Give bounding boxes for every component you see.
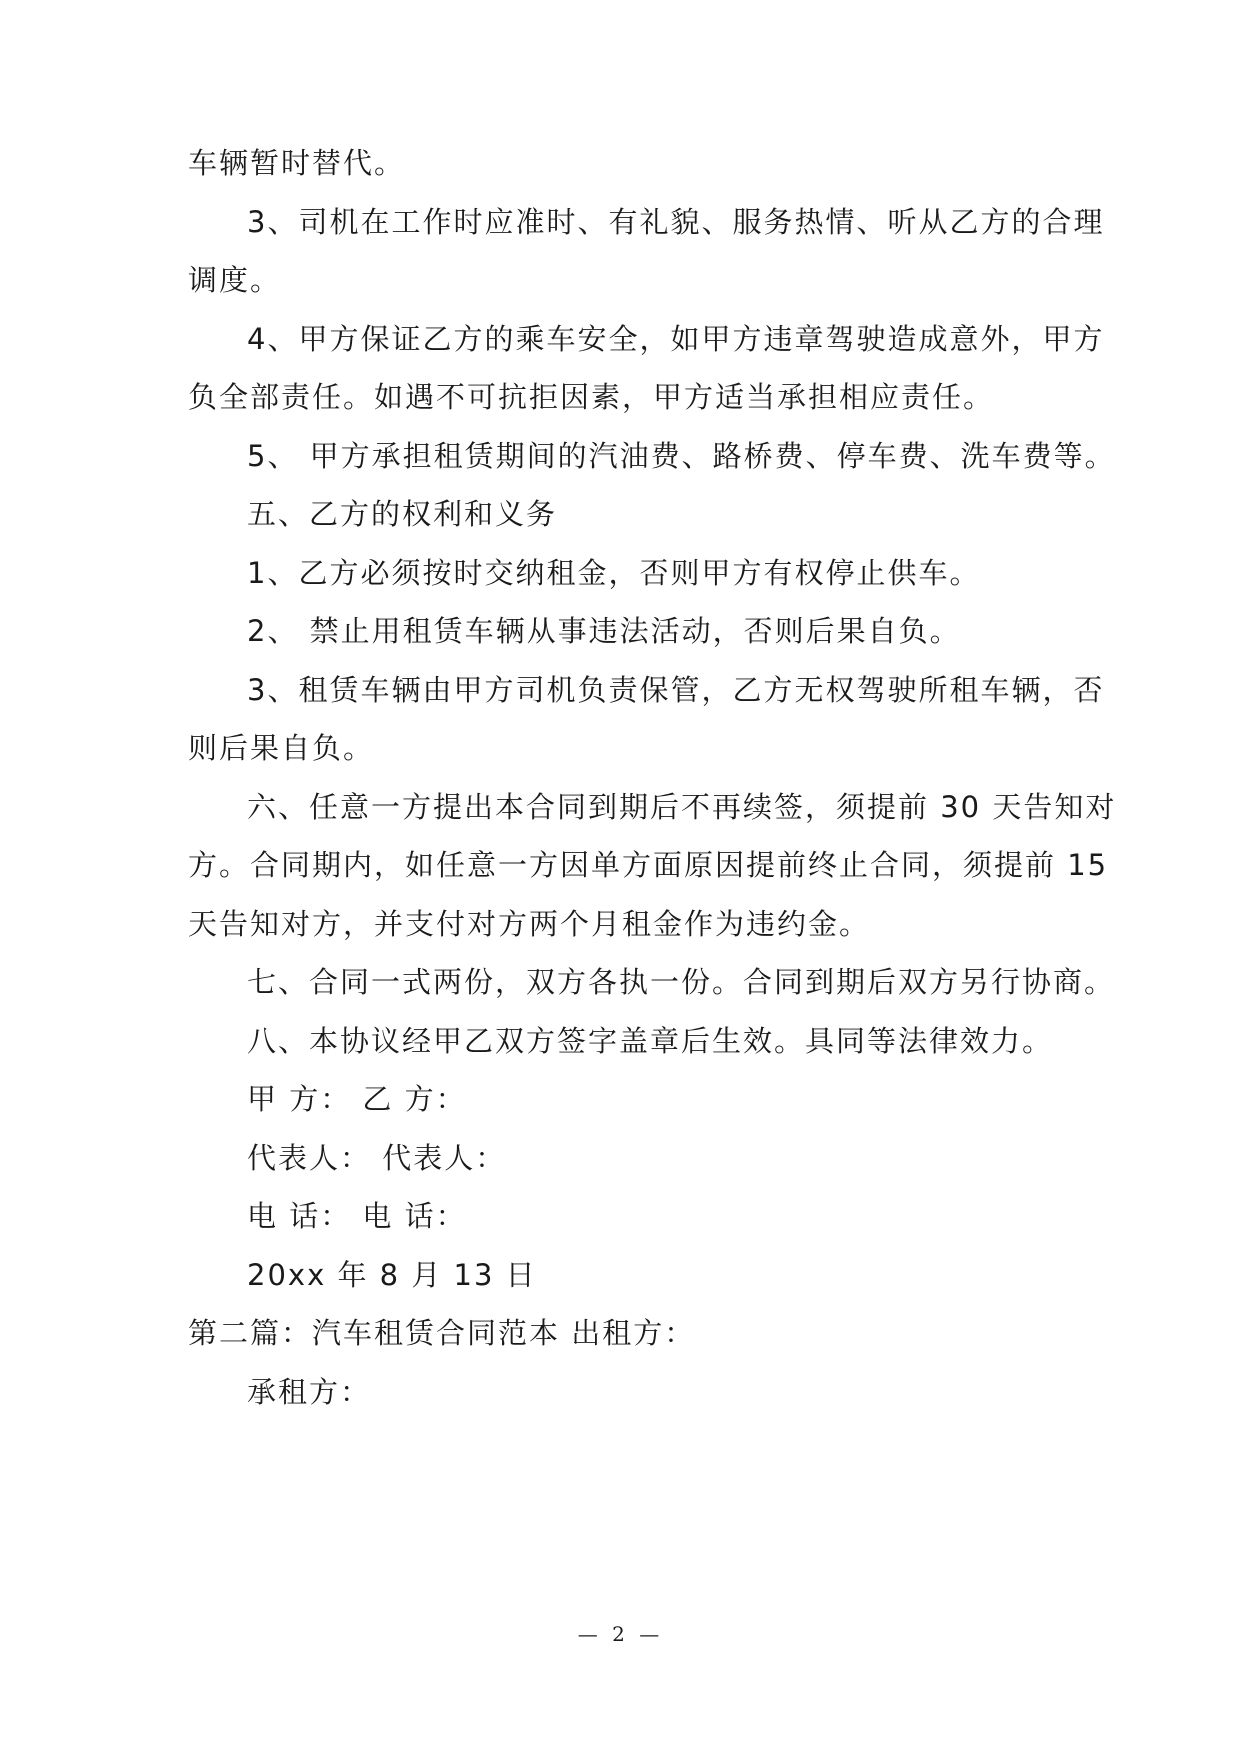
clause-4-4-continuation: 负全部责任。如遇不可抗拒因素，甲方适当承担相应责任。 [188, 380, 995, 414]
clause-4-3-continuation: 调度。 [188, 263, 282, 297]
signature-parties: 甲 方： 乙 方： [247, 1082, 467, 1116]
section-6-termination: 六、任意一方提出本合同到期后不再续签，须提前 30 天告知对 [247, 790, 1117, 824]
clause-4-4-safety: 4、甲方保证乙方的乘车安全，如甲方违章驾驶造成意外，甲方 [247, 322, 1105, 356]
section-6-continuation-1: 方。合同期内，如任意一方因单方面原因提前终止合同，须提前 15 [188, 848, 1109, 882]
part-2-lessee: 承租方： [247, 1375, 372, 1409]
clause-5-3-continuation: 则后果自负。 [188, 731, 375, 765]
text-line-vehicle-substitute: 车辆暂时替代。 [188, 146, 406, 180]
section-5-heading: 五、乙方的权利和义务 [247, 497, 558, 531]
signature-representatives: 代表人： 代表人： [247, 1141, 507, 1175]
signature-phones: 电 话： 电 话： [247, 1199, 467, 1233]
clause-4-3-driver-conduct: 3、司机在工作时应准时、有礼貌、服务热情、听从乙方的合理 [247, 205, 1105, 239]
clause-5-2-prohibition: 2、 禁止用租赁车辆从事违法活动，否则后果自负。 [247, 614, 961, 648]
page-number: — 2 — [577, 1622, 664, 1646]
section-6-continuation-2: 天告知对方，并支付对方两个月租金作为违约金。 [188, 907, 871, 941]
section-8-effect: 八、本协议经甲乙双方签字盖章后生效。具同等法律效力。 [247, 1024, 1054, 1058]
part-2-heading: 第二篇：汽车租赁合同范本 出租方： [188, 1316, 696, 1350]
section-7-copies: 七、合同一式两份，双方各执一份。合同到期后双方另行协商。 [247, 965, 1116, 999]
clause-5-3-custody: 3、租赁车辆由甲方司机负责保管，乙方无权驾驶所租车辆，否 [247, 673, 1105, 707]
clause-5-1-rent: 1、乙方必须按时交纳租金，否则甲方有权停止供车。 [247, 556, 981, 590]
signature-date: 20xx 年 8 月 13 日 [247, 1258, 537, 1292]
clause-4-5-expenses: 5、 甲方承担租赁期间的汽油费、路桥费、停车费、洗车费等。 [247, 439, 1116, 473]
